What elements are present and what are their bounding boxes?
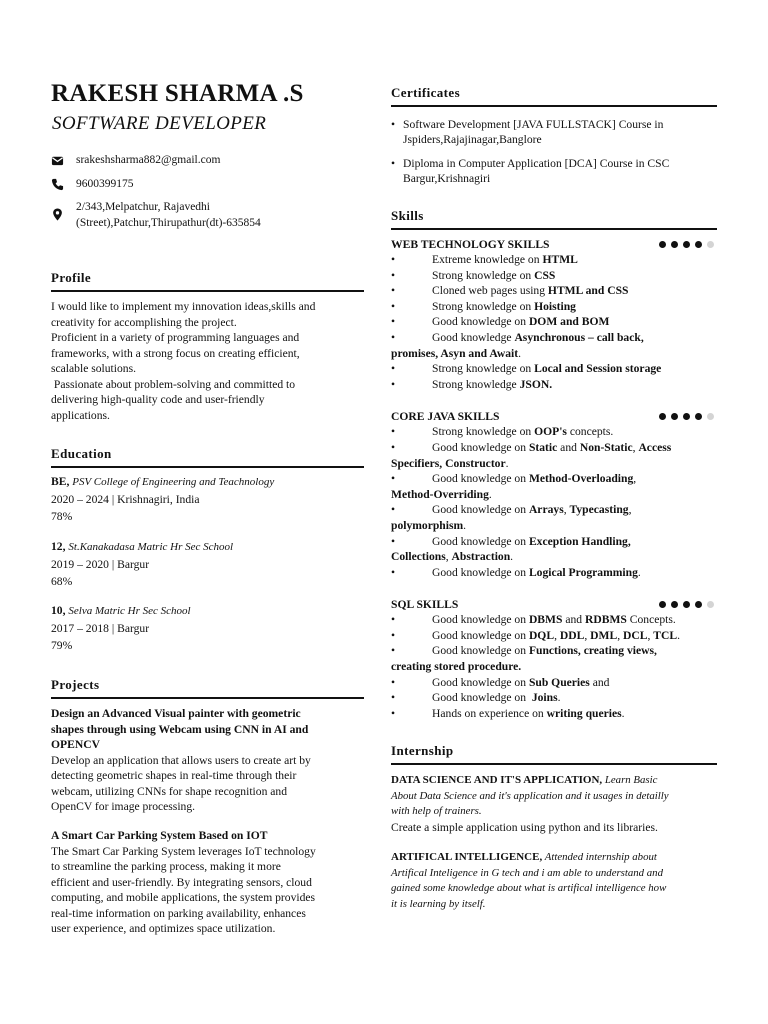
degree: 10, — [51, 604, 66, 617]
education-score: 79% — [51, 639, 73, 652]
skill-item-continuation: polymorphism. — [391, 518, 467, 532]
profile-line: creativity for accomplishing the project. — [51, 315, 237, 329]
certificate-item: • Software Development [JAVA FULLSTACK] Course in Jspiders,Rajajinagar,Banglore — [391, 117, 717, 147]
skill-group — [391, 237, 717, 392]
skill-item-continuation: promises, Asyn and Await. — [391, 346, 522, 360]
profile-line: Proficient in a variety of programming languages and — [51, 331, 300, 344]
skill-item: • Strong knowledge on Local and Session storage — [391, 361, 717, 377]
certificate-list — [391, 117, 717, 186]
skill-group-title: WEB TECHNOLOGY SKILLS — [391, 238, 550, 251]
skill-item: • Good knowledge on DOM and BOM — [391, 314, 717, 330]
school-name: St.Kanakadasa Matric Hr Sec School — [68, 541, 234, 553]
skill-item: • Good knowledge on Functions, creating views, — [391, 643, 717, 659]
internship-desc: Artifical Inteligence in G tech and i am able to understand and — [391, 866, 663, 879]
project-desc: webcam, utilizing CNNs for shape recognition and — [51, 784, 288, 798]
project-desc: user experience, and optimizes space utilization. — [51, 922, 276, 935]
section-heading-certificates: Certificates — [391, 85, 717, 107]
skill-group — [391, 409, 717, 580]
skill-group — [391, 597, 717, 721]
skill-group-header — [391, 409, 717, 424]
school-name: PSV College of Engineering and Teachnology — [72, 476, 275, 488]
contact-email — [51, 153, 364, 169]
skill-group-header — [391, 237, 717, 252]
education-section — [51, 446, 364, 468]
skill-item: • Good knowledge on DQL, DDL, DML, DCL, TCL. — [391, 628, 717, 644]
project-title: A Smart Car Parking System Based on IOT — [51, 829, 268, 842]
internship-detail: Create a simple application using python and its libraries. — [391, 820, 658, 834]
skill-rating — [659, 413, 714, 420]
skill-item: • Strong knowledge JSON. — [391, 377, 717, 393]
education-entry — [51, 602, 191, 654]
address-line-2: (Street),Patchur,Thirupathur(dt)-635854 — [76, 217, 261, 229]
skill-item-continuation: creating stored procedure. — [391, 660, 522, 674]
rating-dot — [683, 241, 690, 248]
project-entry — [51, 828, 364, 937]
internship-desc: Learn Basic — [602, 774, 658, 786]
education-period: 2017 – 2018 | Bargur — [51, 622, 150, 635]
rating-dot — [707, 601, 714, 608]
address-line-1: 2/343,Melpatchur, Rajavedhi — [76, 201, 210, 213]
rating-dot — [695, 413, 702, 420]
rating-dot — [707, 413, 714, 420]
skills-groups — [391, 237, 717, 721]
skill-item: • Strong knowledge on Hoisting — [391, 299, 717, 315]
profile-line: delivering high-quality code and user-friendly — [51, 393, 265, 406]
project-title: OPENCV — [51, 738, 100, 751]
internship-desc: gained some knowledge about what is artifical intelligence how — [391, 882, 667, 894]
education-entry — [51, 538, 233, 590]
skill-group-title: SQL SKILLS — [391, 598, 459, 612]
skill-item: • Good knowledge on Exception Handling, — [391, 534, 717, 550]
certificate-item: • Diploma in Computer Application [DCA] Course in CSC Bargur,Krishnagiri — [391, 156, 717, 186]
skill-item-continuation: Method-Overriding. — [391, 487, 492, 501]
phone-icon — [51, 178, 64, 191]
degree: 12, — [51, 540, 66, 553]
education-period: 2020 – 2024 | Krishnagiri, India — [51, 493, 200, 506]
profile-line: Passionate about problem-solving and committed to — [51, 377, 296, 391]
internship-entry — [391, 849, 717, 912]
education-score: 78% — [51, 510, 73, 523]
rating-dot — [671, 413, 678, 420]
skill-item: • Good knowledge on DBMS and RDBMS Concepts. — [391, 612, 717, 628]
phone-text: 9600399175 — [76, 178, 134, 190]
skill-item: • Good knowledge on Logical Programming. — [391, 565, 717, 581]
rating-dot — [695, 601, 702, 608]
internship-title: DATA SCIENCE AND IT'S APPLICATION, — [391, 774, 603, 786]
skills-section — [391, 208, 717, 230]
rating-dot — [659, 601, 666, 608]
project-desc: The Smart Car Parking System leverages IoT technology — [51, 844, 316, 858]
skill-item: • Strong knowledge on CSS — [391, 268, 717, 284]
skill-rating — [659, 241, 714, 248]
skill-item-continuation: Specifiers, Constructor. — [391, 456, 509, 470]
project-desc: real-time information on parking availability, enhances — [51, 906, 306, 920]
project-desc: computing, and mobile applications, the system provides — [51, 891, 316, 904]
profile-section — [51, 270, 364, 423]
section-heading-education: Education — [51, 446, 364, 468]
internship-desc: it is learning by itself. — [391, 897, 486, 910]
education-entry — [51, 473, 274, 525]
rating-dot — [683, 413, 690, 420]
skill-item: • Good knowledge on Sub Queries and — [391, 675, 717, 691]
contact-address — [51, 200, 364, 232]
school-name: Selva Matric Hr Sec School — [68, 605, 191, 617]
rating-dot — [671, 241, 678, 248]
rating-dot — [683, 601, 690, 608]
degree: BE, — [51, 475, 70, 488]
skill-item: • Good knowledge on Static and Non-Static, Access — [391, 440, 717, 456]
rating-dot — [695, 241, 702, 248]
section-heading-profile: Profile — [51, 270, 364, 292]
certificates-section — [391, 85, 717, 195]
rating-dot — [659, 241, 666, 248]
skill-item: • Cloned web pages using HTML and CSS — [391, 283, 717, 299]
internship-section — [391, 743, 717, 765]
candidate-name: RAKESH SHARMA .S — [51, 80, 304, 107]
project-desc: detecting geometric shapes in real-time through their — [51, 769, 297, 782]
skill-rating — [659, 601, 714, 608]
profile-line: scalable solutions. — [51, 362, 137, 375]
skill-item: • Good knowledge on Method-Overloading, — [391, 471, 717, 487]
education-score: 68% — [51, 575, 73, 588]
internship-desc: Attended internship about — [542, 851, 657, 863]
project-title: shapes through using Webcam using CNN in AI and — [51, 722, 309, 736]
project-desc: OpenCV for image processing. — [51, 800, 196, 813]
project-title: Design an Advanced Visual painter with geometric — [51, 707, 301, 720]
internship-desc: About Data Science and it's application and it usages in detailly — [391, 789, 669, 802]
skill-item-continuation: Collections, Abstraction. — [391, 550, 514, 564]
skill-item: • Strong knowledge on OOP's concepts. — [391, 424, 717, 440]
email-text: srakeshsharma882@gmail.com — [76, 154, 221, 166]
internship-desc: with help of trainers. — [391, 805, 482, 817]
section-heading-internship: Internship — [391, 743, 717, 765]
skill-item: • Good knowledge on Joins. — [391, 690, 717, 706]
project-desc: Develop an application that allows users to create art by — [51, 753, 311, 767]
skill-group-header — [391, 597, 717, 612]
location-pin-icon — [51, 208, 64, 221]
profile-line: frameworks, with a strong focus on creating efficient, — [51, 346, 300, 360]
skill-group-title: CORE JAVA SKILLS — [391, 410, 500, 424]
projects-section — [51, 677, 364, 699]
rating-dot — [659, 413, 666, 420]
project-desc: efficient and user-friendly. By integrating sensors, cloud — [51, 875, 312, 889]
skill-item: • Extreme knowledge on HTML — [391, 252, 717, 268]
profile-text — [51, 299, 364, 423]
project-entry — [51, 706, 364, 815]
profile-line: I would like to implement my innovation ideas,skills and — [51, 300, 316, 313]
skill-item: • Good knowledge on Arrays, Typecasting, — [391, 502, 717, 518]
contact-phone — [51, 177, 364, 193]
section-heading-skills: Skills — [391, 208, 717, 230]
rating-dot — [707, 241, 714, 248]
skill-item: • Hands on experience on writing queries. — [391, 706, 717, 722]
skill-item: • Good knowledge Asynchronous – call back, — [391, 330, 717, 346]
education-period: 2019 – 2020 | Bargur — [51, 558, 150, 571]
project-desc: to streamline the parking process, making it more — [51, 860, 281, 873]
rating-dot — [671, 601, 678, 608]
internship-title: ARTIFICAL INTELLIGENCE, — [391, 851, 543, 863]
envelope-icon — [51, 154, 64, 167]
profile-line: applications. — [51, 408, 110, 422]
section-heading-projects: Projects — [51, 677, 364, 699]
internship-entry — [391, 772, 717, 835]
job-title: SOFTWARE DEVELOPER — [52, 113, 267, 134]
